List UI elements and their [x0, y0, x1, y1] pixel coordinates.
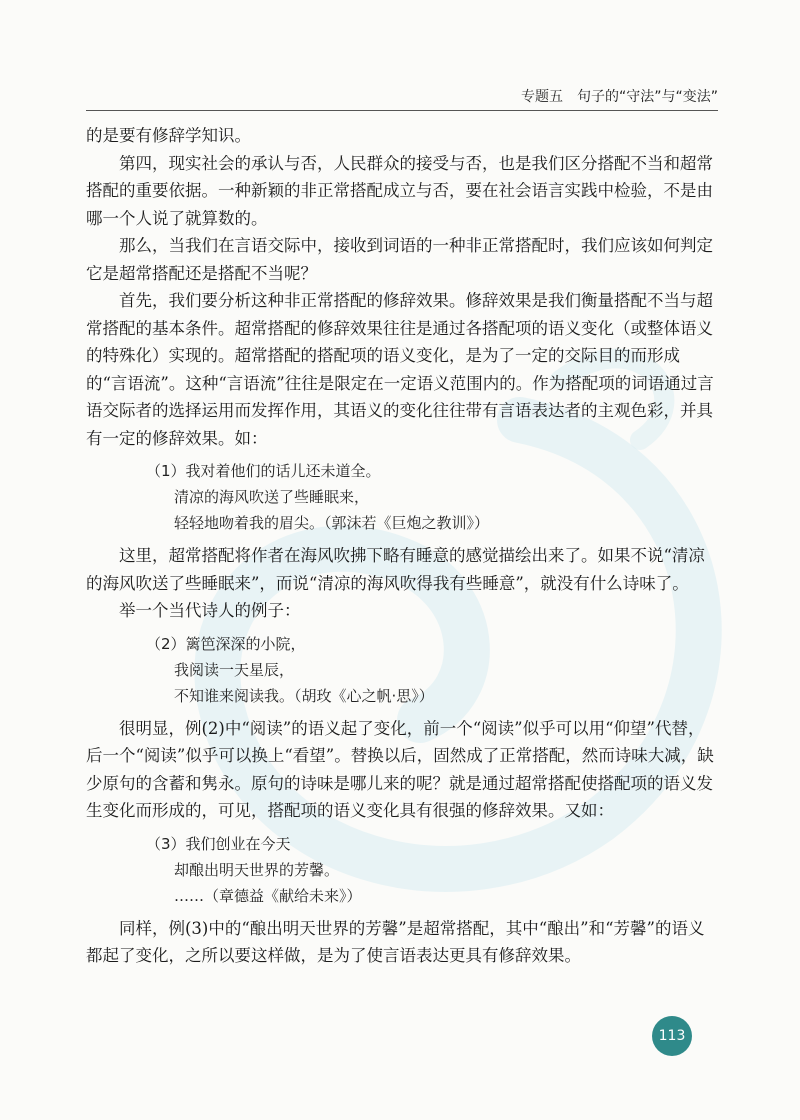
example-line: 不知谁来阅读我。（胡玫《心之帆·思》） [174, 686, 434, 705]
example-line: （3）我们创业在今天 [146, 834, 291, 853]
example-3 [146, 831, 718, 909]
example-line: （1）我对着他们的话儿还未道全。 [146, 462, 381, 480]
page-number-badge: 113 [652, 1016, 692, 1056]
running-header [86, 80, 718, 111]
paragraph: 第四，现实社会的承认与否，人民群众的接受与否，也是我们区分搭配不当和超常搭配的重要依据。一种新颖的非正常搭配成立与否，要在社会语言实践中检验，不是由哪一个人说了就算数的。 [86, 153, 713, 228]
example-line: 清凉的海风吹送了些睡眠来， [174, 488, 370, 506]
paragraph: 很明显，例(2)中“阅读”的语义起了变化，前一个“阅读”似乎可以用“仰望”代替，后一个“阅读”似乎可以换上“看望”。替换以后，固然成了正常搭配，然而诗味大减，缺少原句的含蓄和隽永。原句的诗味是哪儿来的呢？就是通过超常搭配使搭配项的语义发生变化而形成的，可见，搭配项的语义变化具有很强的修辞效果。又如： [86, 718, 714, 820]
header-title: 专题五 句子的“守法”与“变法” [520, 89, 718, 105]
example-1 [146, 458, 718, 536]
paragraph: 同样，例(3)中的“酿出明天世界的芳馨”是超常搭配，其中“酿出”和“芳馨”的语义都起了变化，之所以要这样做，是为了使言语表达更具有修辞效果。 [86, 918, 705, 965]
example-line: 轻轻地吻着我的眉尖。（郭沫若《巨炮之教训》） [174, 514, 490, 532]
example-2 [146, 631, 718, 709]
page-body [86, 122, 718, 970]
paragraph: 首先，我们要分析这种非正常搭配的修辞效果。修辞效果是我们衡量搭配不当与超常搭配的基本条件。超常搭配的修辞效果往往是通过各搭配项的语义变化（或整体语义的特殊化）实现的。超常搭配的搭配项的语义变化，是为了一定的交际目的而形成的“言语流”。这种“言语流”往往是限定在一定语义范围内的。作为搭配项的词语通过言语交际者的选择运用而发挥作用，其语义的变化往往带有言语表达者的主观色彩，并具有一定的修辞效果。如： [86, 291, 714, 448]
example-line: ……（章德益《献给未来》） [174, 886, 362, 905]
example-line: 却酿出明天世界的芳馨。 [174, 860, 340, 879]
paragraph: 那么，当我们在言语交际中，接收到词语的一种非正常搭配时，我们应该如何判定它是超常搭配还是搭配不当呢？ [86, 236, 713, 283]
paragraph: 这里，超常搭配将作者在海风吹拂下略有睡意的感觉描绘出来了。如果不说“清凉的海风吹送了些睡眠来”，而说“清凉的海风吹得我有些睡意”，就没有什么诗味了。 [86, 546, 705, 593]
example-line: （2）篱笆深深的小院， [146, 634, 306, 653]
example-line: 我阅读一天星辰， [174, 660, 295, 679]
paragraph: 举一个当代诗人的例子： [119, 601, 301, 620]
paragraph: 的是要有修辞学知识。 [86, 126, 251, 145]
